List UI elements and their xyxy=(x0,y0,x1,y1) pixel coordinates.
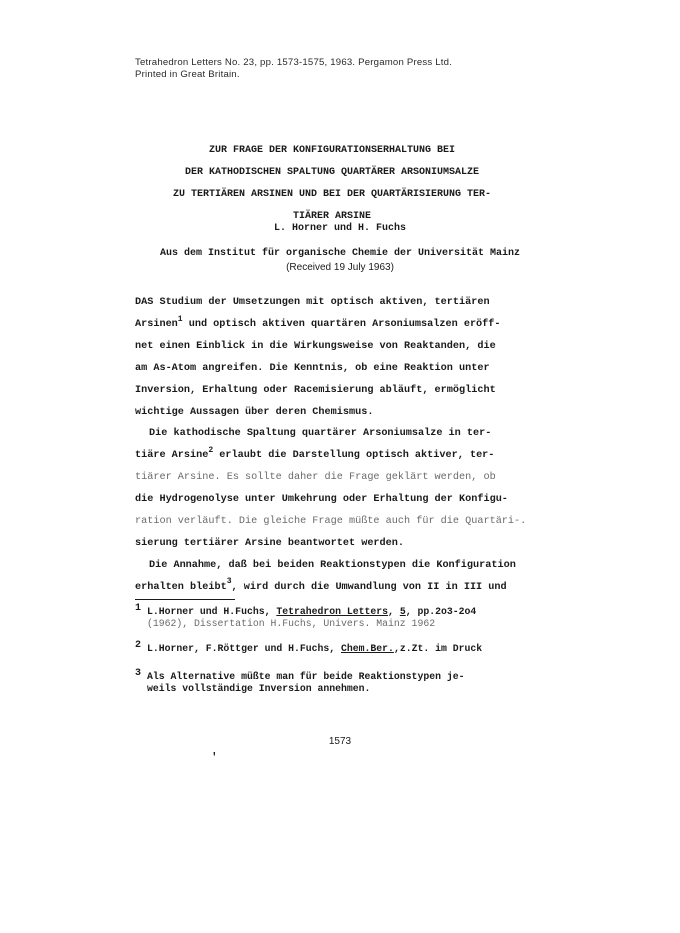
body-line: ration verläuft. Die gleiche Frage müßte auch für die Quartäri-. xyxy=(135,516,527,528)
body-line: wichtige Aussagen über deren Chemismus. xyxy=(135,406,374,418)
header-citation: Tetrahedron Letters No. 23, pp. 1573-1575, 1963. Pergamon Press Ltd. xyxy=(135,57,453,68)
footnote-text: L.Horner, F.Röttger und H.Fuchs, Chem.Ber.,z.Zt. im Druck xyxy=(147,643,483,654)
body-line: sierung tertiärer Arsine beantwortet werden. xyxy=(135,537,404,549)
body-line: tiäre Arsine$^2$ erlaubt die Darstellung optisch aktiver, ter- xyxy=(135,445,495,462)
footnote-text: L.Horner und H.Fuchs, Tetrahedron Letters, 5, pp.2o3-2o4 xyxy=(147,606,477,617)
page-number: 1573 xyxy=(328,736,352,747)
footnote-ref-3: 3 xyxy=(226,577,232,587)
footnote-number: 3 xyxy=(135,668,142,679)
body-line: Arsinen$^1$ und optisch aktiven quartären Arsoniumsalzen eröff- xyxy=(135,314,501,330)
footnote-3 xyxy=(135,668,465,695)
received-date: (Received 19 July 1963) xyxy=(286,262,394,273)
body-line: net einen Einblick in die Wirkungsweise von Reaktanden, die xyxy=(135,340,496,352)
footnote-text: (1962), Dissertation H.Fuchs, Univers. Mainz 1962 xyxy=(147,618,436,629)
body-line: am As-Atom angreifen. Die Kenntnis, ob eine Reaktion unter xyxy=(135,362,490,374)
volume: 5 xyxy=(399,606,406,617)
title-line-3: ZU TERTIÄREN ARSINEN UND BEI DER QUARTÄRISIERUNG TER- xyxy=(172,189,492,200)
title-line-1: ZUR FRAGE DER KONFIGURATIONSERHALTUNG BEI xyxy=(208,145,456,156)
footnote-2 xyxy=(135,640,483,655)
body-line: Die Annahme, daß bei beiden Reaktionstypen die Konfiguration xyxy=(149,559,516,571)
authors: L. Horner und H. Fuchs xyxy=(273,223,407,234)
footnote-number: 2 xyxy=(135,640,142,651)
title-line-2: DER KATHODISCHEN SPALTUNG QUARTÄRER ARSONIUMSALZE xyxy=(184,167,480,178)
body-line: erhalten bleibt$^3$, wird durch die Umwandlung von II in III und xyxy=(135,577,507,593)
stray-mark: ' xyxy=(211,752,218,764)
body-line: Die kathodische Spaltung quartärer Arsoniumsalze in ter- xyxy=(149,428,492,440)
footnote-divider xyxy=(135,599,235,600)
footnote-number: 1 xyxy=(135,603,142,614)
footnote-1 xyxy=(135,603,477,630)
footnote-ref-2: 2 xyxy=(208,445,214,455)
header-printed: Printed in Great Britain. xyxy=(135,68,240,80)
footnote-text: weils vollständige Inversion annehmen. xyxy=(147,683,371,694)
body-text xyxy=(135,292,555,599)
footnote-text: Als Alternative müßte man für beide Reaktionstypen je- xyxy=(147,671,465,682)
body-line: DAS Studium der Umsetzungen mit optisch aktiven, tertiären xyxy=(135,297,490,308)
institute: Aus dem Institut für organische Chemie der Universität Mainz xyxy=(159,248,521,259)
title-line-4: TIÄRER ARSINE xyxy=(292,211,371,222)
body-line: Inversion, Erhaltung oder Racemisierung abläuft, ermöglicht xyxy=(135,384,496,396)
journal-header xyxy=(135,57,452,80)
journal-name: Tetrahedron Letters xyxy=(276,606,389,617)
body-line: tiärer Arsine. Es sollte daher die Frage geklärt werden, ob xyxy=(135,472,496,484)
paper-title xyxy=(100,140,564,228)
journal-name: Chem.Ber. xyxy=(341,643,394,654)
body-line: die Hydrogenolyse unter Umkehrung oder Erhaltung der Konfigu- xyxy=(135,494,508,506)
footnote-ref-1: 1 xyxy=(177,314,183,324)
